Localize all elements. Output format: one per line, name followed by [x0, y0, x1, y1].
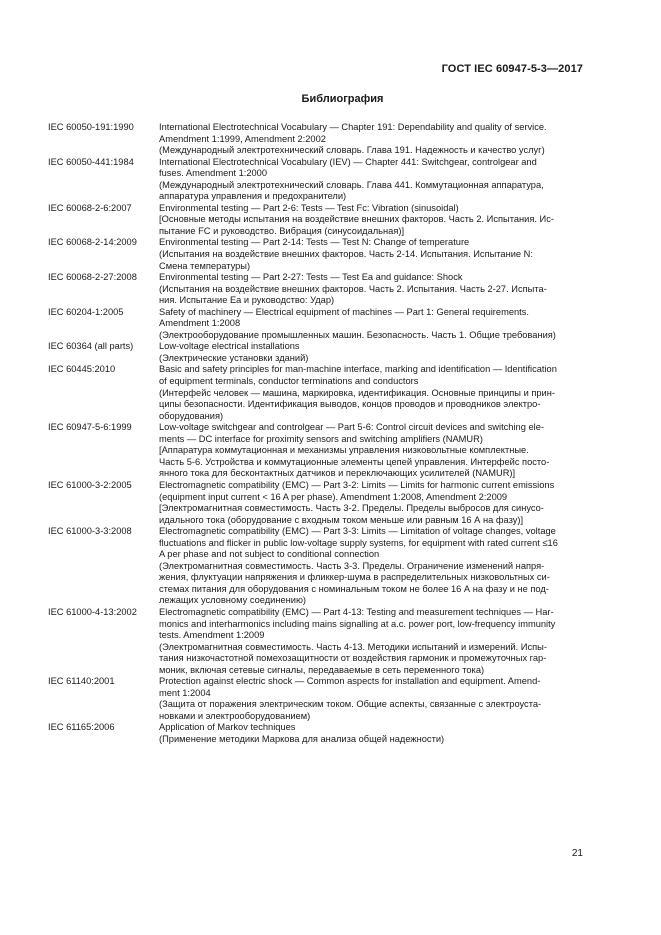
reference-description — [159, 422, 584, 480]
description-line: [Основные методы испытания на воздействие внешних факторов. Часть 2. Испытания. Ис- — [159, 214, 554, 225]
description-line: новками и электрооборудованием) — [159, 710, 311, 721]
description-line: аппаратура управления и предохранители) — [159, 191, 347, 202]
description-line: Смена температуры) — [159, 260, 251, 271]
bibliography-entry — [48, 676, 584, 722]
description-line: (Международный электротехнический словарь. Глава 441. Коммутационная аппаратура, — [159, 179, 544, 190]
bibliography-entry — [48, 122, 584, 157]
description-line: fuses. Amendment 1:2000 — [159, 168, 268, 179]
reference-designation: IEC 61000-4-13:2002 — [48, 606, 137, 617]
reference-description — [159, 307, 584, 342]
description-line: ния. Испытание Ea и руководство: Удар) — [159, 295, 335, 306]
description-line: (Применение методики Маркова для анализа общей надежности) — [159, 733, 445, 744]
reference-designation: IEC 60050-191:1990 — [48, 122, 134, 132]
description-line: monics and interharmonics including mains signalling at a.c. power port, low-frequency immunity — [159, 618, 556, 629]
bibliography-entry — [48, 307, 584, 342]
bibliography-entry — [48, 607, 584, 676]
reference-designation: IEC 60068-2-6:2007 — [48, 202, 132, 213]
description-line: Environmental testing — Part 2-14: Tests — Test N: Change of temperature — [159, 237, 470, 248]
reference-designation: IEC 60068-2-27:2008 — [48, 272, 137, 283]
page-number: 21 — [571, 848, 583, 859]
description-line: (Электрические установки зданий) — [159, 352, 309, 363]
reference-designation: IEC 61000-3-2:2005 — [48, 479, 132, 490]
reference-description — [159, 122, 584, 157]
description-line: [Электромагнитная совместимость. Часть 3-2. Пределы. Пределы выбросов для синусо- — [159, 503, 544, 514]
reference-designation: IEC 61165:2006 — [48, 722, 115, 733]
reference-description — [159, 676, 584, 722]
description-line: Electromagnetic compatibility (EMC) — Part 4-13: Testing and measurement techniques — Har- — [159, 606, 554, 617]
description-line: (Испытания на воздействие внешних факторов. Часть 2-14. Испытания. Испытание N: — [159, 249, 533, 260]
description-line: стемах питания для оборудования с номинальным током не более 16 А на фазу и не под- — [159, 583, 549, 594]
description-line: International Electrotechnical Vocabulary — Chapter 191: Dependability and quality of service. — [159, 122, 547, 132]
reference-designation: IEC 60068-2-14:2009 — [48, 237, 137, 248]
bibliography-entry — [48, 203, 584, 238]
description-line: тания низкочастотной помехозащитности от воздействия гармоник и промежуточных гар- — [159, 653, 547, 664]
description-line: Protection against electric shock — Common aspects for installation and equipment. Amend- — [159, 676, 541, 687]
description-line: Application of Markov techniques — [159, 722, 296, 733]
description-line: ment 1:2004 — [159, 687, 211, 698]
description-line: оборудования) — [159, 410, 224, 421]
reference-description — [159, 272, 584, 307]
reference-description — [159, 364, 584, 422]
description-line: (Интерфейс человек — машина, маркировка, идентификация. Основные принципы и прин- — [159, 387, 555, 398]
description-line: Low-voltage electrical installations — [159, 341, 300, 352]
description-line: (equipment input current < 16 A per phase). Amendment 1:2008, Amendment 2:2009 — [159, 491, 508, 502]
description-line: (Испытания на воздействие внешних факторов. Часть 2. Испытания. Часть 2-27. Испыта- — [159, 283, 547, 294]
bibliography-entry — [48, 480, 584, 526]
description-line: A per phase and not subject to conditional connection — [159, 549, 380, 560]
reference-designation: IEC 60204-1:2005 — [48, 306, 124, 317]
reference-description — [159, 607, 584, 676]
reference-description — [159, 237, 584, 272]
description-line: Electromagnetic compatibility (EMC) — Part 3-3: Limits — Limitation of voltage changes, voltage — [159, 526, 556, 537]
reference-designation: IEC 61140:2001 — [48, 676, 115, 687]
description-line: моник, включая сетевые сигналы, передаваемые в сеть переменного тока) — [159, 664, 485, 675]
description-line: of equipment terminals, conductor terminations and conductors — [159, 376, 419, 387]
description-line: (Электромагнитная совместимость. Часть 3-3. Пределы. Ограничение изменений напря- — [159, 560, 545, 571]
description-line: tests. Amendment 1:2009 — [159, 630, 265, 641]
section-title: Библиография — [301, 93, 384, 105]
description-line: Environmental testing — Part 2-27: Tests — Test Ea and guidance: Shock — [159, 272, 463, 283]
bibliography-entry — [48, 341, 584, 364]
description-line: Amendment 1:2008 — [159, 318, 241, 329]
reference-designation: IEC 60445:2010 — [48, 364, 116, 375]
reference-designation: IEC 60947-5-6:1999 — [48, 422, 132, 433]
bibliography-entry — [48, 526, 584, 607]
standard-designation: ГОСТ IEC 60947-5-3—2017 — [441, 63, 583, 75]
description-line: пытание FC и руководство. Вибрация (синусоидальная)] — [159, 225, 405, 236]
reference-designation: IEC 60050-441:1984 — [48, 156, 134, 167]
bibliography-entry — [48, 272, 584, 307]
reference-designation: IEC 61000-3-3:2008 — [48, 526, 132, 537]
description-line: Low-voltage switchgear and controlgear — Part 5-6: Control circuit devices and switching ele- — [159, 422, 544, 433]
description-line: Часть 5-6. Устройства и коммутационные элементы цепей управления. Интерфейс посто- — [159, 456, 550, 467]
description-line: (Электромагнитная совместимость. Часть 4-13. Методики испытаний и измерений. Испы- — [159, 641, 547, 652]
description-line: лежащих условному соединению) — [159, 595, 307, 606]
description-line: International Electrotechnical Vocabulary (IEV) — Chapter 441: Switchgear, controlgear and — [159, 156, 537, 167]
description-line: (Электрооборудование промышленных машин. Безопасность. Часть 1. Общие требования) — [159, 329, 556, 340]
bibliography-entry — [48, 364, 584, 422]
reference-description — [159, 526, 584, 607]
description-line: янного тока для бесконтактных датчиков и переключающих усилителей (NAMUR)] — [159, 468, 516, 479]
description-line: Electromagnetic compatibility (EMC) — Part 3-2: Limits — Limits for harmonic current emissions — [159, 479, 555, 490]
description-line: жения, флуктуации напряжения и фликкер-шума в распределительных низковольтных си- — [159, 572, 550, 583]
description-line: (Международный электротехнический словарь. Глава 191. Надежность и качество услуг) — [159, 145, 545, 156]
bibliography-entry — [48, 422, 584, 480]
bibliography-entry — [48, 157, 584, 203]
description-line: идального тока (оборудование с входным током меньше или равным 16 А на фазу)] — [159, 514, 524, 525]
reference-description — [159, 157, 584, 203]
description-line: Environmental testing — Part 2-6: Tests — Test Fc: Vibration (sinusoidal) — [159, 202, 459, 213]
reference-description — [159, 341, 584, 364]
reference-description — [159, 203, 584, 238]
description-line: ments — DC interface for proximity sensors and switching amplifiers (NAMUR) — [159, 433, 483, 444]
description-line: Amendment 1:1999, Amendment 2:2002 — [159, 133, 326, 144]
reference-designation: IEC 60364 (all parts) — [48, 341, 134, 352]
description-line: ципы безопасности. Идентификация выводов, концов проводов и проводников электро- — [159, 399, 541, 410]
description-line: Safety of machinery — Electrical equipment of machines — Part 1: General requirements. — [159, 306, 529, 317]
description-line: fluctuations and flicker in public low-voltage supply systems, for equipment with rated current ≤16 — [159, 537, 558, 548]
description-line: [Аппаратура коммутационная и механизмы управления низковольтные комплектные. — [159, 445, 529, 456]
description-line: Basic and safety principles for man-machine interface, marking and identification — Identification — [159, 364, 557, 375]
description-line: (Защита от поражения электрическим током. Общие аспекты, связанные с электроуста- — [159, 699, 542, 710]
bibliography-list — [48, 122, 584, 746]
reference-description — [159, 722, 584, 745]
reference-description — [159, 480, 584, 526]
bibliography-entry — [48, 237, 584, 272]
bibliography-entry — [48, 722, 584, 745]
